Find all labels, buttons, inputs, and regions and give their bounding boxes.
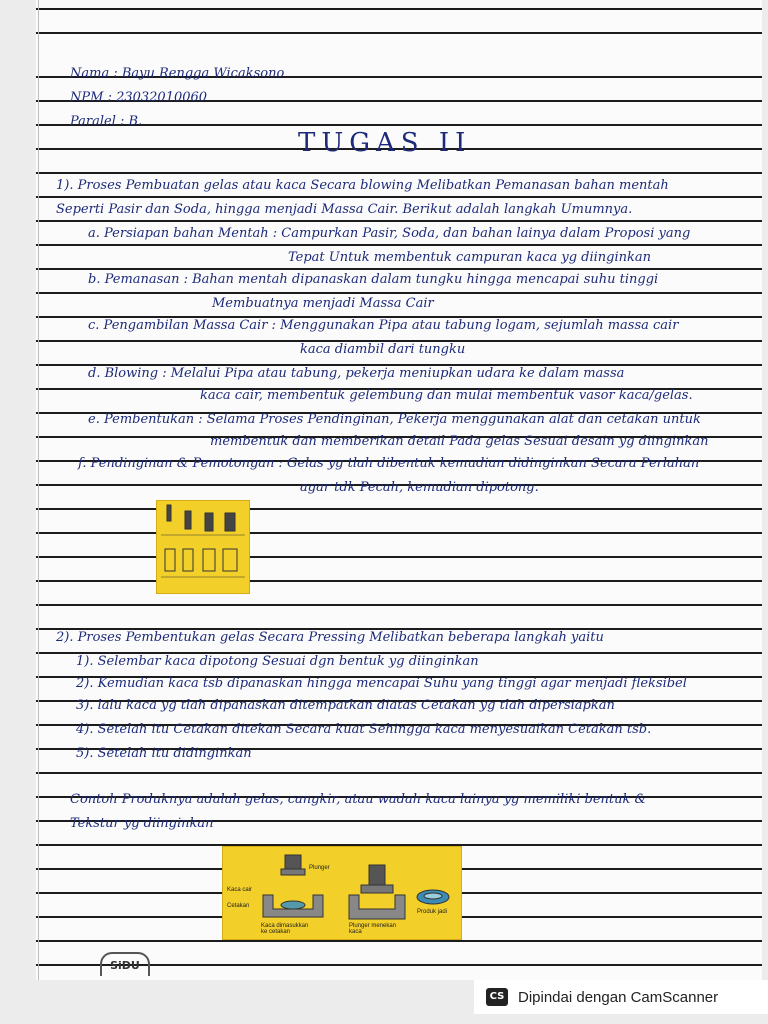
text-line: Contoh Produknya adalah gelas, cangkir, atau wadah kaca lainya yg memiliki bentuk & xyxy=(70,792,647,807)
caption-step1: Kaca dimasukkan ke cetakan xyxy=(261,923,309,935)
text-line: 1). Proses Pembuatan gelas atau kaca Secara blowing Melibatkan Pemanasan bahan mentah xyxy=(56,178,669,193)
camscanner-watermark xyxy=(474,980,768,1014)
paralel-line: Paralel : B. xyxy=(70,114,143,129)
blowing-process-image xyxy=(156,500,250,594)
camscanner-icon: CS xyxy=(486,988,508,1006)
text-line: membentuk dan memberikan detail Pada gelas Sesuai desain yg diinginkan xyxy=(210,434,709,449)
pressing-process-image xyxy=(222,846,462,940)
caption-step2: Plunger menekan kaca xyxy=(349,923,397,935)
text-line: Tepat Untuk membentuk campuran kaca yg diinginkan xyxy=(288,250,652,265)
npm-line: NPM : 23032010060 xyxy=(70,90,208,105)
text-line: 4). Setelah itu Cetakan ditekan Secara kuat Sehingga kaca menyesuaikan Cetakan tsb. xyxy=(76,722,652,737)
text-line: 1). Selembar kaca dipotong Sesuai dgn bentuk yg diinginkan xyxy=(76,654,479,669)
notebook-page xyxy=(36,0,762,980)
text-line: f. Pendinginan & Pemotongan : Gelas yg tlah dibentuk kemudian didinginkan Secara Perlahan xyxy=(78,456,700,471)
text-line: Seperti Pasir dan Soda, hingga menjadi Massa Cair. Berikut adalah langkah Umumnya. xyxy=(56,202,633,217)
text-line: a. Persiapan bahan Mentah : Campurkan Pasir, Soda, dan bahan lainya dalam Proposi yang xyxy=(88,226,691,241)
kaca-cair-label: Kaca cair xyxy=(227,887,253,893)
text-line: Membuatnya menjadi Massa Cair xyxy=(212,296,434,311)
sidu-logo: SiDU xyxy=(100,952,150,976)
text-line: Tekstur yg diinginkan xyxy=(70,816,214,831)
camscanner-text: Dipindai dengan CamScanner xyxy=(518,988,719,1006)
caption-product: Produk jadi xyxy=(417,909,448,915)
blowing-steps-illustration xyxy=(157,501,249,593)
text-line: 2). Kemudian kaca tsb dipanaskan hingga mencapai Suhu yang tinggi agar menjadi fleksibel xyxy=(76,676,687,691)
text-line: kaca diambil dari tungku xyxy=(300,342,466,357)
text-line: 3). lalu kaca yg tlah dipanaskan ditempatkan diatas Cetakan yg tlah dipersiapkan xyxy=(76,698,615,713)
text-line: d. Blowing : Melalui Pipa atau tabung, pekerja meniupkan udara ke dalam massa xyxy=(88,366,625,381)
text-line: c. Pengambilan Massa Cair : Menggunakan Pipa atau tabung logam, sejumlah massa cair xyxy=(88,318,679,333)
cetakan-label: Cetakan xyxy=(227,903,250,909)
text-line: agar tdk Pecah, kemudian dipotong. xyxy=(300,480,539,495)
page-title: TUGAS II xyxy=(298,128,472,158)
text-line: b. Pemanasan : Bahan mentah dipanaskan dalam tungku hingga mencapai suhu tinggi xyxy=(88,272,659,287)
margin-line xyxy=(38,0,39,980)
plunger-label: Plunger xyxy=(309,865,330,871)
pressing-steps-illustration xyxy=(223,847,461,939)
name-line: Nama : Bayu Rengga Wicaksono xyxy=(70,66,285,81)
text-line: e. Pembentukan : Selama Proses Pendinginan, Pekerja menggunakan alat dan cetakan untuk xyxy=(88,412,701,427)
text-line: 5). Setelah itu didinginkan xyxy=(76,746,252,761)
text-line: 2). Proses Pembentukan gelas Secara Pressing Melibatkan beberapa langkah yaitu xyxy=(56,630,604,645)
text-line: kaca cair, membentuk gelembung dan mulai membentuk vasor kaca/gelas. xyxy=(200,388,693,403)
